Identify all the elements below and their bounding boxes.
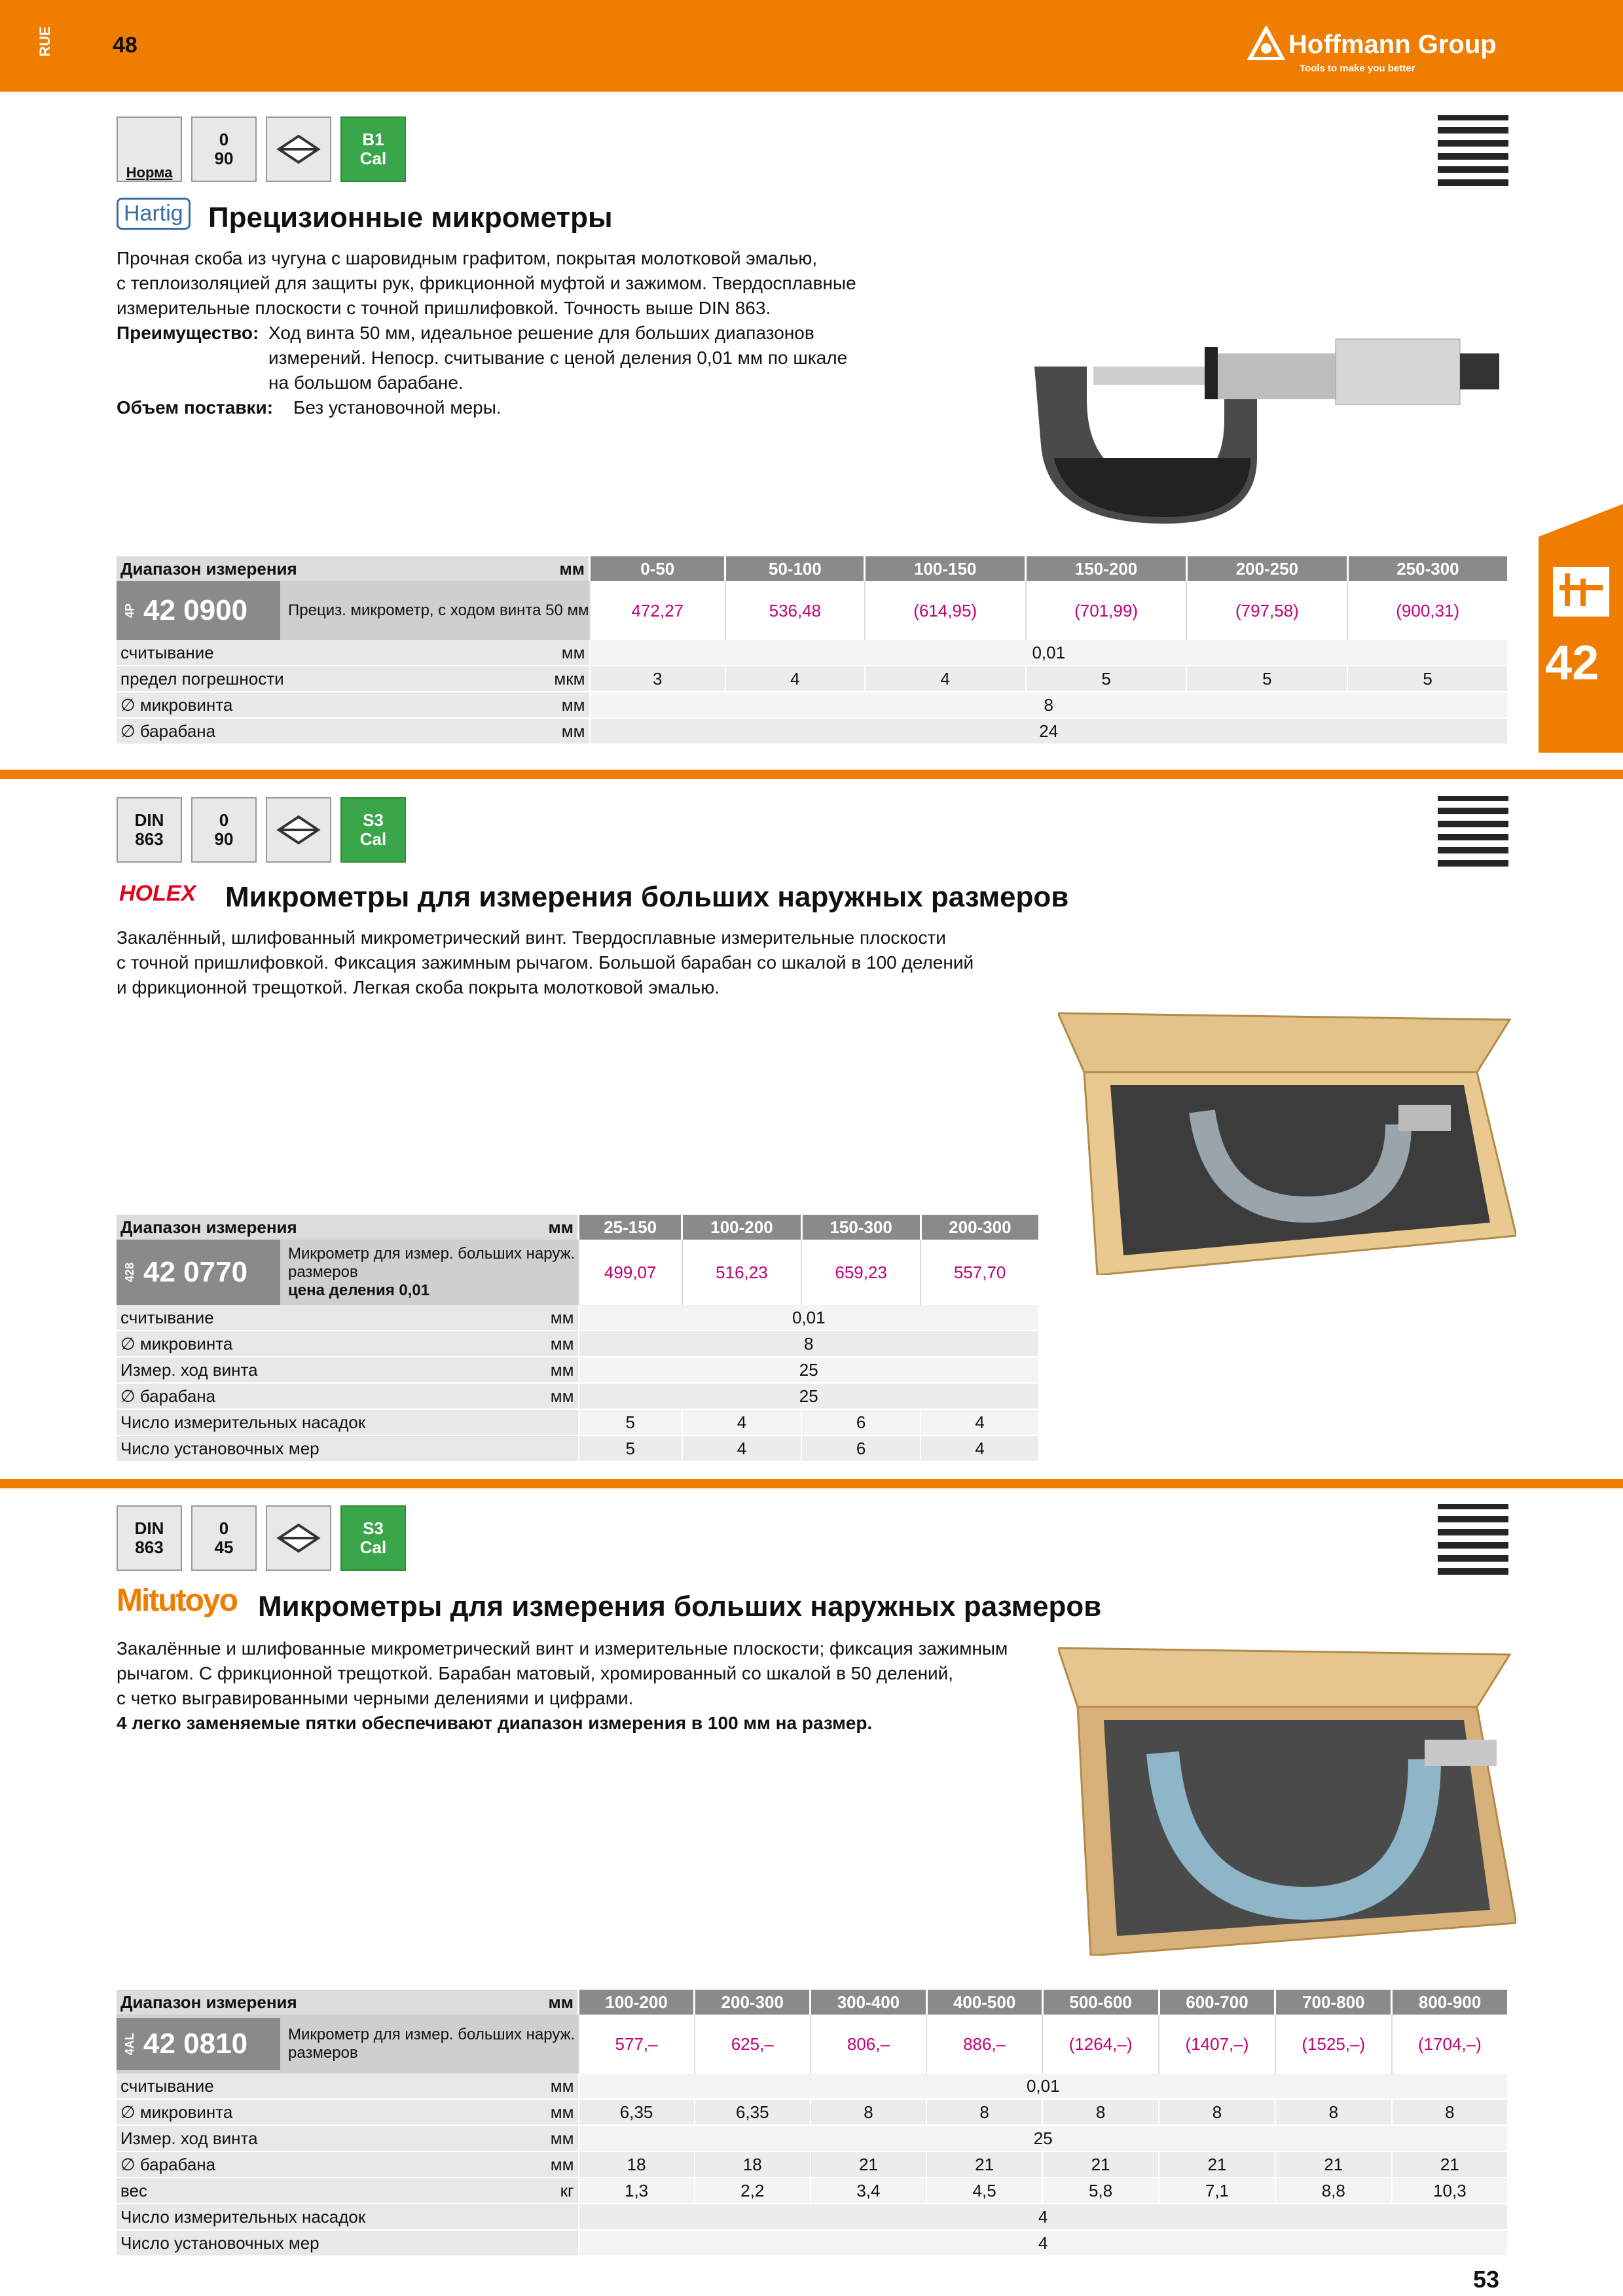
row-unit: мм xyxy=(478,2073,579,2099)
row-unit: мкм xyxy=(486,666,589,692)
row-value: 21 xyxy=(1392,2151,1507,2178)
advantage-line: на большом барабане. xyxy=(268,372,464,393)
table-row xyxy=(117,1435,1038,1462)
calibration-icon: S3 Cal xyxy=(340,1505,406,1571)
chapter-number: 42 xyxy=(1545,636,1599,690)
product-description xyxy=(117,1636,1072,1736)
row-value: 8 xyxy=(926,2099,1042,2125)
row-unit: мм xyxy=(478,1383,579,1409)
row-label: Измер. ход винта xyxy=(117,2125,478,2151)
row-value: 6,35 xyxy=(579,2099,695,2125)
chapter-tab xyxy=(1539,504,1623,753)
row-value: 8 xyxy=(1042,2099,1159,2125)
row-unit: мм xyxy=(478,2125,579,2151)
table-row xyxy=(117,1383,1038,1409)
table-row xyxy=(117,1331,1038,1357)
article-number[interactable]: 42 0810 xyxy=(143,2028,248,2060)
price: (797,58) xyxy=(1186,581,1347,640)
row-value: 4 xyxy=(579,2230,1508,2256)
row-label: вес xyxy=(117,2178,478,2204)
row-value: 25 xyxy=(579,2125,1508,2151)
language-code: RUE xyxy=(37,26,53,57)
row-value: 5 xyxy=(579,1409,682,1435)
price: 659,23 xyxy=(801,1240,921,1305)
table-row xyxy=(117,1305,1038,1331)
range-cell: 700-800 xyxy=(1275,1990,1392,2015)
article-prefix: 4P xyxy=(123,603,136,619)
row-value: 8 xyxy=(1275,2099,1392,2125)
row-value: 21 xyxy=(811,2151,926,2178)
delivery-label: Объем поставки: xyxy=(117,397,274,418)
row-value: 2,2 xyxy=(695,2178,811,2204)
price: 536,48 xyxy=(725,581,865,640)
row-label: ∅ барабана xyxy=(117,2151,478,2178)
range-cell: 25-150 xyxy=(579,1215,682,1240)
section-divider xyxy=(0,770,1623,779)
item-description xyxy=(280,1240,575,1305)
hoffmann-logo-icon xyxy=(1247,26,1285,60)
calibration-icon: S3 Cal xyxy=(340,797,406,863)
range-cell: 400-500 xyxy=(926,1990,1042,2015)
row-value: 6 xyxy=(801,1409,921,1435)
row-value: 4 xyxy=(682,1409,801,1435)
price: (1407,–) xyxy=(1159,2015,1275,2073)
price: 472,27 xyxy=(590,581,725,640)
table-row xyxy=(117,718,1507,744)
range-cell: 250-300 xyxy=(1347,556,1507,581)
row-unit: мм xyxy=(478,1357,579,1383)
range-label: Диапазон измерения xyxy=(117,1990,478,2015)
spec-table-3 xyxy=(117,1990,1507,2257)
brand-name: Hoffmann Group xyxy=(1288,30,1497,59)
desc-line: и фрикционной трещоткой. Легкая скоба покрыта молотковой эмалью. xyxy=(117,977,720,997)
desc-line: с теплоизоляцией для защиты рук, фрикционной муфтой и зажимом. Твердосплавные xyxy=(117,273,856,293)
article-prefix: 428 xyxy=(123,1262,136,1283)
brand-tagline: Tools to make you better xyxy=(1300,63,1415,74)
desc-line: Закалённые и шлифованные микрометрический винт и измерительные плоскости; фиксация зажимным xyxy=(117,1638,1008,1659)
product-title: Микрометры для измерения больших наружных размеров xyxy=(225,881,1069,913)
range-label: Диапазон измерения xyxy=(117,1215,478,1240)
qr-code-icon[interactable] xyxy=(1438,115,1508,186)
row-value: 4 xyxy=(682,1435,801,1462)
case-icon xyxy=(266,117,331,182)
row-label: Число установочных мер xyxy=(117,1435,478,1462)
brand-holex: HOLEX xyxy=(119,881,196,906)
din-icon: DIN 863 xyxy=(117,1505,182,1571)
advantage-line: измерений. Непоср. считывание с ценой деления 0,01 мм по шкале xyxy=(268,348,848,368)
range-cell: 100-200 xyxy=(682,1215,801,1240)
micrometer-set-photo xyxy=(1058,1641,1516,1956)
table-row xyxy=(117,2178,1507,2204)
table-row xyxy=(117,1357,1038,1383)
range-cell: 800-900 xyxy=(1392,1990,1507,2015)
row-value: 21 xyxy=(1042,2151,1159,2178)
row-unit xyxy=(478,1409,579,1435)
row-unit: мм xyxy=(478,1331,579,1357)
row-value: 8 xyxy=(811,2099,926,2125)
micrometer-photo xyxy=(1008,327,1506,537)
range-unit: мм xyxy=(486,556,589,581)
range-cell: 150-200 xyxy=(1026,556,1187,581)
row-unit: мм xyxy=(486,692,589,718)
price: 886,– xyxy=(926,2015,1042,2073)
row-label: ∅ барабана xyxy=(117,1383,478,1409)
row-value: 4 xyxy=(921,1435,1038,1462)
row-label: считывание xyxy=(117,640,486,666)
row-value: 7,1 xyxy=(1159,2178,1275,2204)
row-label: ∅ микровинта xyxy=(117,1331,478,1357)
desc-line: Прочная скоба из чугуна с шаровидным графитом, покрытая молотковой эмалью, xyxy=(117,248,818,268)
brand-mitutoyo: Mitutoyo xyxy=(117,1583,237,1618)
case-icon xyxy=(266,797,331,863)
price: 557,70 xyxy=(921,1240,1038,1305)
table-row xyxy=(117,2204,1507,2230)
row-unit: мм xyxy=(478,2099,579,2125)
row-value: 4 xyxy=(579,2204,1508,2230)
spec-table-1 xyxy=(117,556,1507,745)
row-value: 18 xyxy=(579,2151,695,2178)
page-number-left: 48 xyxy=(113,33,137,58)
range-label: Диапазон измерения xyxy=(117,556,486,581)
price: 577,– xyxy=(579,2015,695,2073)
section-divider xyxy=(0,1479,1623,1488)
range-cell: 200-300 xyxy=(921,1215,1038,1240)
row-value: 6 xyxy=(801,1435,921,1462)
row-value: 5,8 xyxy=(1042,2178,1159,2204)
row-unit: мм xyxy=(478,1305,579,1331)
row-value: 4,5 xyxy=(926,2178,1042,2204)
product-description xyxy=(117,246,1033,420)
range-cell: 200-300 xyxy=(695,1990,811,2015)
range-cell: 150-300 xyxy=(801,1215,921,1240)
table-row xyxy=(117,2099,1507,2125)
product-description xyxy=(117,925,1099,1000)
row-label: считывание xyxy=(117,1305,478,1331)
rotation-icon: 0 90 xyxy=(191,117,257,182)
range-unit: мм xyxy=(478,1990,579,2015)
price: (701,99) xyxy=(1026,581,1187,640)
range-cell: 300-400 xyxy=(811,1990,926,2015)
advantage-line: Ход винта 50 мм, идеальное решение для больших диапазонов xyxy=(268,323,814,343)
table-row xyxy=(117,2151,1507,2178)
row-label: ∅ барабана xyxy=(117,718,486,744)
row-value: 5 xyxy=(579,1435,682,1462)
advantage-label: Преимущество: xyxy=(117,323,259,343)
row-label: предел погрешности xyxy=(117,666,486,692)
caliper-icon xyxy=(1553,567,1609,617)
row-value: 21 xyxy=(926,2151,1042,2178)
article-cell xyxy=(117,581,590,640)
range-unit: мм xyxy=(478,1215,579,1240)
row-value: 8 xyxy=(1159,2099,1275,2125)
desc-line: Закалённый, шлифованный микрометрический винт. Твердосплавные измерительные плоскости xyxy=(117,927,946,948)
price: 625,– xyxy=(695,2015,811,2073)
item-desc-line: цена деления 0,01 xyxy=(288,1282,430,1299)
range-cell: 200-250 xyxy=(1186,556,1347,581)
table-row xyxy=(117,2230,1507,2256)
article-prefix: 4AL xyxy=(123,2032,136,2055)
qr-code-icon[interactable] xyxy=(1438,1504,1508,1575)
price: 806,– xyxy=(811,2015,926,2073)
row-unit: кг xyxy=(478,2178,579,2204)
row-value: 3 xyxy=(590,666,725,692)
qr-code-icon[interactable] xyxy=(1438,796,1508,867)
row-value: 4 xyxy=(725,666,865,692)
range-cell: 0-50 xyxy=(590,556,725,581)
row-value: 0,01 xyxy=(579,2073,1508,2099)
micrometer-set-photo xyxy=(1058,1000,1516,1275)
price: 516,23 xyxy=(682,1240,801,1305)
article-number[interactable]: 42 0770 xyxy=(143,1256,248,1288)
row-value: 24 xyxy=(590,718,1507,744)
spec-table-2 xyxy=(117,1215,1038,1462)
article-cell xyxy=(117,2015,579,2073)
icon-row-3 xyxy=(117,1505,406,1571)
range-cell: 600-700 xyxy=(1159,1990,1275,2015)
row-value: 1,3 xyxy=(579,2178,695,2204)
row-value: 5 xyxy=(1186,666,1347,692)
product-title: Микрометры для измерения больших наружных размеров xyxy=(258,1590,1102,1623)
case-icon xyxy=(266,1505,331,1571)
desc-line: с точной пришлифовкой. Фиксация зажимным рычагом. Большой барабан со шкалой в 100 делений xyxy=(117,952,974,973)
row-value: 0,01 xyxy=(590,640,1507,666)
range-cell: 500-600 xyxy=(1042,1990,1159,2015)
row-unit: мм xyxy=(478,2151,579,2178)
desc-line: измерительные плоскости с точной пришлифовкой. Точность выше DIN 863. xyxy=(117,298,771,318)
row-value: 18 xyxy=(695,2151,811,2178)
row-unit xyxy=(478,2230,579,2256)
row-value: 5 xyxy=(1026,666,1187,692)
row-value: 8 xyxy=(579,1331,1039,1357)
item-desc-line: Микрометр для измер. больших наруж. xyxy=(288,1245,575,1263)
row-unit: мм xyxy=(486,718,589,744)
rotation-icon: 0 45 xyxy=(191,1505,257,1571)
row-value: 6,35 xyxy=(695,2099,811,2125)
range-cell: 50-100 xyxy=(725,556,865,581)
row-unit xyxy=(478,1435,579,1462)
norm-icon: Норма xyxy=(117,117,182,182)
row-value: 8,8 xyxy=(1275,2178,1392,2204)
price: (900,31) xyxy=(1347,581,1507,640)
desc-line: с четко выгравированными черными делениями и цифрами. xyxy=(117,1688,634,1708)
row-value: 5 xyxy=(1347,666,1507,692)
row-value: 8 xyxy=(590,692,1507,718)
price: (1525,–) xyxy=(1275,2015,1392,2073)
table-row xyxy=(117,640,1507,666)
row-value: 3,4 xyxy=(811,2178,926,2204)
row-label: Число установочных мер xyxy=(117,2230,478,2256)
row-label: ∅ микровинта xyxy=(117,692,486,718)
row-value: 4 xyxy=(921,1409,1038,1435)
icon-row-1 xyxy=(117,117,406,182)
product-title: Прецизионные микрометры xyxy=(208,202,613,234)
delivery-text: Без установочной меры. xyxy=(293,397,501,418)
range-cell: 100-150 xyxy=(865,556,1026,581)
row-label: Число измерительных насадок xyxy=(117,1409,478,1435)
range-cell: 100-200 xyxy=(579,1990,695,2015)
row-unit: мм xyxy=(486,640,589,666)
row-value: 25 xyxy=(579,1357,1039,1383)
icon-row-2 xyxy=(117,797,406,863)
row-unit xyxy=(478,2204,579,2230)
table-row xyxy=(117,2125,1507,2151)
price: (1264,–) xyxy=(1042,2015,1159,2073)
row-label: Измер. ход винта xyxy=(117,1357,478,1383)
table-row xyxy=(117,1409,1038,1435)
din-icon: DIN 863 xyxy=(117,797,182,863)
page-number-right: 53 xyxy=(1473,2266,1500,2293)
table-row xyxy=(117,2073,1507,2099)
item-desc-line: размеров xyxy=(288,1263,358,1281)
row-value: 8 xyxy=(1392,2099,1507,2125)
table-row xyxy=(117,666,1507,692)
item-desc-line: Микрометр для измер. больших наруж. xyxy=(288,2026,575,2043)
row-value: 4 xyxy=(865,666,1026,692)
item-desc-line: размеров xyxy=(288,2044,358,2062)
row-label: считывание xyxy=(117,2073,478,2099)
row-value: 21 xyxy=(1159,2151,1275,2178)
brand-hartig: Hartig xyxy=(117,198,191,230)
item-description: Прециз. микрометр, с ходом винта 50 мм xyxy=(288,601,589,619)
row-label: Число измерительных насадок xyxy=(117,2204,478,2230)
price: (614,95) xyxy=(865,581,1026,640)
row-value: 10,3 xyxy=(1392,2178,1507,2204)
row-value: 0,01 xyxy=(579,1305,1039,1331)
row-label: ∅ микровинта xyxy=(117,2099,478,2125)
row-value: 25 xyxy=(579,1383,1039,1409)
price: 499,07 xyxy=(579,1240,682,1305)
calibration-icon: B1 Cal xyxy=(340,117,406,182)
table-row xyxy=(117,692,1507,718)
row-value: 21 xyxy=(1275,2151,1392,2178)
rotation-icon: 0 90 xyxy=(191,797,257,863)
article-cell xyxy=(117,1240,579,1305)
desc-bold-line: 4 легко заменяемые пятки обеспечивают диапазон измерения в 100 мм на размер. xyxy=(117,1713,873,1733)
item-description xyxy=(280,2018,575,2070)
desc-line: рычагом. С фрикционной трещоткой. Барабан матовый, хромированный со шкалой в 50 делений, xyxy=(117,1663,954,1683)
price: (1704,–) xyxy=(1392,2015,1507,2073)
article-number[interactable]: 42 0900 xyxy=(143,594,248,626)
